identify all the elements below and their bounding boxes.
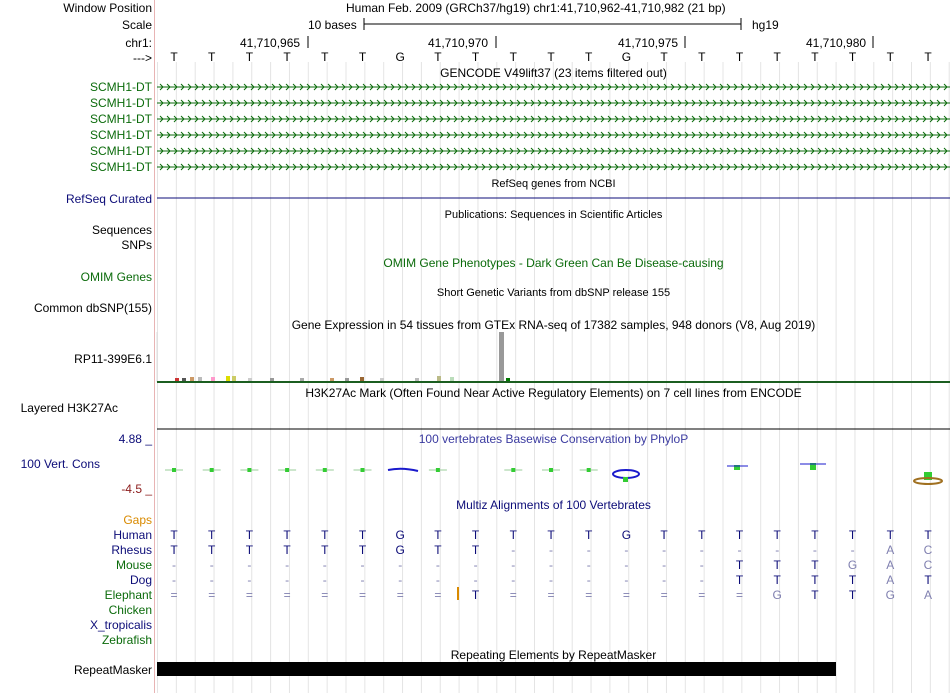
alignment-base: - — [775, 543, 780, 557]
alignment-base: = — [283, 588, 291, 602]
alignment-base: T — [848, 573, 857, 587]
alignment-base: T — [358, 528, 367, 542]
alignment-base: T — [471, 588, 480, 602]
alignment-base: T — [321, 543, 329, 557]
alignment-base: T — [208, 543, 216, 557]
alignment-base: G — [885, 588, 895, 602]
alignment-base: - — [586, 543, 591, 557]
label-species-mouse[interactable]: Mouse — [115, 558, 152, 572]
reference-base: T — [886, 50, 894, 64]
alignment-base: - — [737, 543, 742, 557]
alignment-base: - — [511, 558, 516, 572]
alignment-base: = — [208, 588, 216, 602]
label-cons-max: 4.88 _ — [118, 432, 152, 446]
alignment-base: A — [886, 543, 895, 557]
alignment-base: - — [172, 558, 176, 572]
alignment-base: T — [773, 573, 781, 587]
coord-label-3: 41,710,975 — [618, 36, 679, 50]
alignment-base: = — [585, 588, 593, 602]
alignment-base: T — [245, 543, 254, 557]
track-title-multiz: Multiz Alignments of 100 Vertebrates — [456, 498, 651, 512]
reference-base: T — [735, 50, 744, 64]
alignment-base: A — [886, 558, 895, 572]
reference-base: T — [434, 50, 442, 64]
alignment-base: A — [923, 588, 933, 602]
alignment-base: T — [509, 528, 517, 542]
label-scale: Scale — [121, 18, 152, 32]
gencode-transcript — [157, 84, 950, 90]
phylop-mark — [316, 468, 334, 472]
alignment-base: - — [398, 573, 403, 587]
label-gencode-4[interactable]: SCMH1-DT — [90, 128, 152, 142]
alignment-base: T — [170, 528, 178, 542]
alignment-base: G — [621, 528, 632, 542]
alignment-base: - — [247, 573, 252, 587]
alignment-base: T — [283, 528, 291, 542]
alignment-base: T — [321, 528, 329, 542]
phylop-mark — [429, 468, 447, 472]
alignment-base: = — [358, 588, 367, 602]
reference-base: T — [547, 50, 555, 64]
label-gencode-5[interactable]: SCMH1-DT — [90, 144, 152, 158]
alignment-base: = — [547, 588, 555, 602]
alignment-base: - — [360, 573, 365, 587]
reference-base: T — [471, 50, 480, 64]
label-strand: ---> — [133, 51, 152, 65]
track-title-repeatmasker: Repeating Elements by RepeatMasker — [450, 648, 657, 662]
alignment-base: = — [434, 588, 442, 602]
alignment-base: - — [473, 573, 478, 587]
alignment-base: T — [471, 543, 480, 557]
alignment-base: - — [360, 558, 365, 572]
label-chrom: chr1: — [125, 36, 152, 50]
label-gtex[interactable]: RP11-399E6.1 — [74, 352, 152, 366]
label-species-human[interactable]: Human — [113, 528, 152, 542]
coord-label-1: 41,710,965 — [240, 36, 301, 50]
alignment-base: - — [624, 543, 629, 557]
alignment-base: - — [662, 573, 667, 587]
alignment-base: T — [735, 558, 744, 572]
label-snps[interactable]: SNPs — [121, 238, 152, 252]
reference-base: T — [698, 50, 706, 64]
alignment-base: - — [586, 558, 591, 572]
phylop-mark — [542, 468, 560, 472]
alignment-base: T — [811, 588, 819, 602]
track-title-dbsnp: Short Genetic Variants from dbSNP release 155 — [436, 287, 671, 299]
alignment-base: T — [848, 588, 857, 602]
label-species-xtropicalis[interactable]: X_tropicalis — [89, 618, 152, 632]
alignment-base: G — [772, 588, 782, 602]
alignment-base: G — [395, 528, 405, 542]
alignment-base: = — [622, 588, 630, 602]
reference-base: T — [509, 50, 517, 64]
phylop-special-marks — [388, 463, 942, 484]
reference-base: T — [660, 50, 668, 64]
track-title-gtex: Gene Expression in 54 tissues from GTEx RNA-seq of 17382 samples, 948 donors (V8, Aug 2019) — [291, 318, 816, 332]
alignment-base: = — [735, 588, 744, 602]
alignment-base: - — [247, 558, 252, 572]
label-repeatmasker[interactable]: RepeatMasker — [73, 663, 152, 677]
position-header: Human Feb. 2009 (GRCh37/hg19) chr1:41,710,962-41,710,982 (21 bp) — [346, 1, 726, 15]
alignment-base: - — [511, 543, 516, 557]
alignment-base: T — [773, 558, 781, 572]
alignment-base: T — [245, 528, 254, 542]
phylop-mark — [354, 468, 372, 472]
gencode-transcripts — [157, 84, 950, 170]
alignment-base: = — [660, 588, 668, 602]
alignment-base: T — [735, 573, 744, 587]
label-cons[interactable]: 100 Vert. Cons — [20, 457, 100, 471]
alignment-base: = — [245, 588, 253, 602]
alignment-base: T — [208, 528, 216, 542]
alignment-base: T — [434, 528, 442, 542]
multiz-alignment — [170, 528, 932, 602]
alignment-base: T — [170, 543, 178, 557]
track-title-phylop: 100 vertebrates Basewise Conservation by PhyloP — [418, 432, 689, 446]
label-cons-min: -4.5 _ — [121, 482, 152, 496]
label-species-rhesus[interactable]: Rhesus — [111, 543, 152, 557]
assembly-label: hg19 — [752, 18, 779, 32]
alignment-base: = — [321, 588, 329, 602]
reference-base: T — [358, 50, 367, 64]
reference-bases — [170, 50, 932, 64]
label-gencode-3[interactable]: SCMH1-DT — [90, 112, 152, 126]
label-gencode-6[interactable]: SCMH1-DT — [90, 160, 152, 174]
alignment-base: - — [435, 558, 440, 572]
alignment-base: - — [624, 573, 629, 587]
label-species-chicken[interactable]: Chicken — [108, 603, 152, 617]
alignment-base: = — [170, 588, 178, 602]
track-title-publications: Publications: Sequences in Scientific Articles — [444, 209, 663, 221]
alignment-base: - — [473, 558, 478, 572]
reference-base: T — [773, 50, 781, 64]
gencode-transcript — [157, 148, 950, 154]
alignment-base: - — [662, 543, 667, 557]
alignment-base: - — [699, 573, 704, 587]
alignment-base: - — [209, 573, 214, 587]
phylop-mark — [504, 468, 522, 472]
alignment-base: - — [285, 558, 290, 572]
alignment-base: - — [322, 573, 327, 587]
alignment-base: T — [924, 573, 932, 587]
alignment-base: = — [509, 588, 517, 602]
phylop-mark — [580, 468, 598, 472]
alignment-base: = — [698, 588, 706, 602]
alignment-base: - — [850, 543, 855, 557]
alignment-base: - — [662, 558, 667, 572]
alignment-base: T — [811, 528, 819, 542]
label-sequences[interactable]: Sequences — [91, 223, 152, 237]
alignment-base: C — [923, 558, 933, 572]
phylop-marks — [165, 468, 598, 472]
reference-base: T — [321, 50, 329, 64]
alignment-base: = — [396, 588, 404, 602]
alignment-base: T — [735, 528, 744, 542]
alignment-base: - — [699, 558, 704, 572]
reference-base: T — [283, 50, 291, 64]
alignment-base: T — [886, 528, 894, 542]
repeatmasker-bar — [157, 662, 836, 676]
alignment-base: - — [586, 573, 591, 587]
alignment-base: T — [471, 528, 480, 542]
alignment-base: T — [434, 543, 442, 557]
gencode-transcript — [157, 164, 950, 170]
reference-base: T — [811, 50, 819, 64]
alignment-base: T — [811, 573, 819, 587]
reference-base: T — [924, 50, 932, 64]
scale-text: 10 bases — [308, 18, 357, 32]
label-window-position: Window Position — [63, 1, 152, 15]
reference-base: T — [848, 50, 857, 64]
alignment-base: - — [209, 558, 214, 572]
alignment-base: - — [511, 573, 516, 587]
coord-label-4: 41,710,980 — [806, 36, 867, 50]
alignment-base: - — [699, 543, 704, 557]
alignment-base: G — [395, 543, 405, 557]
phylop-mark — [165, 468, 183, 472]
alignment-base: - — [624, 558, 629, 572]
label-gencode-2[interactable]: SCMH1-DT — [90, 96, 152, 110]
alignment-base: C — [923, 543, 933, 557]
label-species-elephant[interactable]: Elephant — [104, 588, 152, 602]
alignment-base: T — [773, 528, 781, 542]
scale-bar — [364, 18, 741, 30]
track-title-omim: OMIM Gene Phenotypes - Dark Green Can Be Disease-causing — [383, 256, 724, 270]
alignment-base: T — [924, 528, 932, 542]
label-gaps[interactable]: Gaps — [123, 513, 152, 527]
coord-ticks — [308, 36, 873, 48]
label-h3k27ac[interactable]: Layered H3K27Ac — [20, 401, 118, 415]
track-title-h3k27ac: H3K27Ac Mark (Often Found Near Active Regulatory Elements) on 7 cell lines from ENCODE — [305, 386, 802, 400]
label-refseq[interactable]: RefSeq Curated — [65, 192, 152, 206]
gencode-transcript — [157, 132, 950, 138]
alignment-base: T — [660, 528, 668, 542]
alignment-base: - — [435, 573, 440, 587]
reference-base: T — [585, 50, 593, 64]
gencode-transcript — [157, 100, 950, 106]
alignment-base: G — [847, 558, 858, 572]
alignment-base: T — [698, 528, 706, 542]
alignment-base: - — [549, 543, 553, 557]
alignment-base: A — [886, 573, 895, 587]
alignment-base: - — [172, 573, 176, 587]
alignment-base: T — [811, 558, 819, 572]
alignment-base: T — [848, 528, 857, 542]
reference-base: G — [621, 50, 632, 64]
phylop-mark — [278, 468, 296, 472]
label-omim[interactable]: OMIM Genes — [80, 270, 152, 284]
label-species-dog[interactable]: Dog — [129, 573, 152, 587]
alignment-base: - — [549, 558, 553, 572]
reference-base: T — [208, 50, 216, 64]
reference-base: T — [245, 50, 254, 64]
alignment-base: - — [285, 573, 290, 587]
track-title-gencode: GENCODE V49lift37 (23 items filtered out) — [440, 66, 667, 80]
reference-base: T — [170, 50, 178, 64]
alignment-base: - — [812, 543, 817, 557]
track-title-refseq: RefSeq genes from NCBI — [491, 178, 616, 190]
alignment-base: T — [585, 528, 593, 542]
alignment-base: T — [283, 543, 291, 557]
gencode-transcript — [157, 116, 950, 122]
alignment-base: - — [549, 573, 553, 587]
alignment-base: T — [358, 543, 367, 557]
alignment-base: T — [547, 528, 555, 542]
phylop-mark — [240, 468, 258, 472]
label-species-zebrafish[interactable]: Zebrafish — [101, 633, 152, 647]
alignment-base: - — [322, 558, 327, 572]
phylop-mark — [203, 468, 221, 472]
label-dbsnp[interactable]: Common dbSNP(155) — [33, 301, 152, 315]
reference-base: G — [395, 50, 405, 64]
coord-label-2: 41,710,970 — [428, 36, 489, 50]
label-gencode-1[interactable]: SCMH1-DT — [90, 80, 152, 94]
gtex-bars — [157, 332, 950, 382]
alignment-base: - — [398, 558, 403, 572]
